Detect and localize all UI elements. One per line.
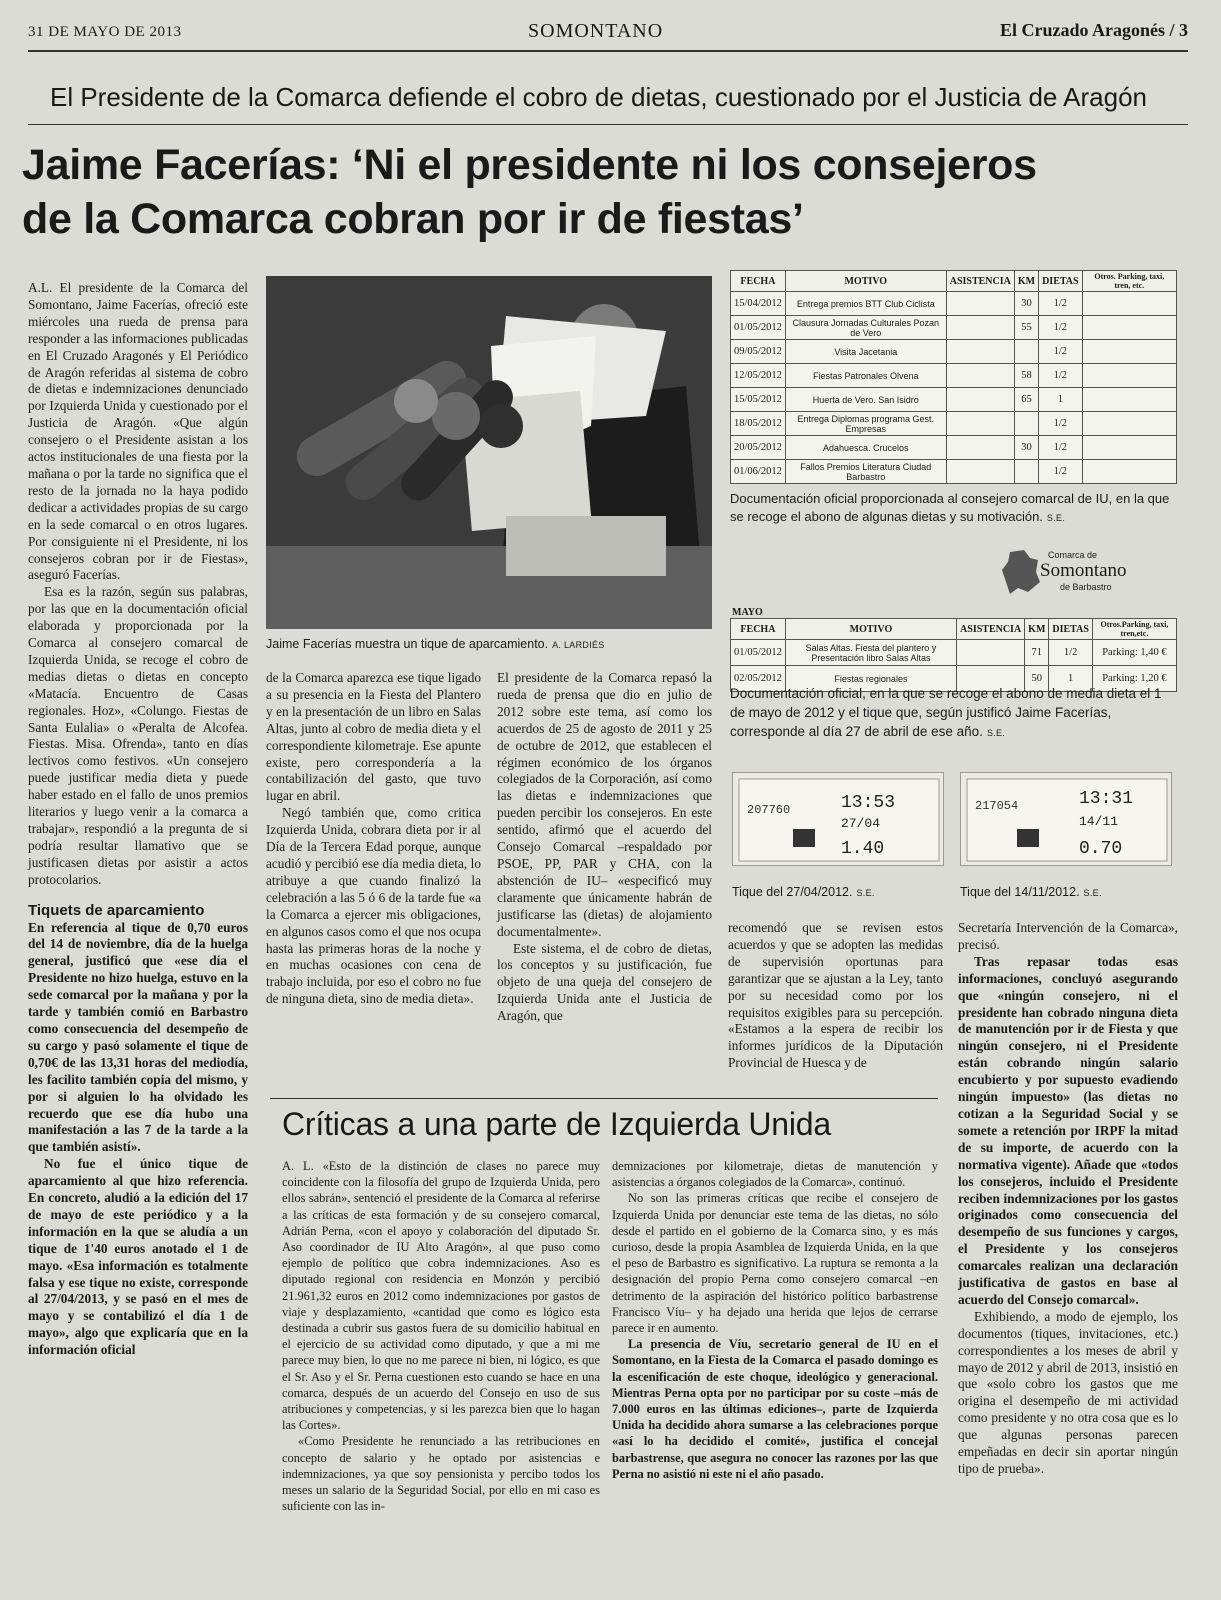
table-cell: Clausura Jornadas Culturales Pozan de Vero xyxy=(785,316,946,340)
ticket2-credit: S.E. xyxy=(1083,888,1102,898)
table-row xyxy=(731,340,1177,364)
table1-header: FECHA xyxy=(731,271,786,292)
table-cell: 15/04/2012 xyxy=(731,292,786,316)
header-rule xyxy=(28,50,1188,52)
table-cell: 01/06/2012 xyxy=(731,460,786,484)
col2-paragraph: Negó también que, como critica Izquierda Unida, cobrara dieta por ir al Día de la Tercera Edad porque, aunque acudió y percibió ese día media dieta, lo atribuye a que cuando finalizó la celebración a las 5 ó 6 de la tarde fue «a la Comarca a ejercer mis obligaciones, en algunos casos como el que nos ocupa hasta las primeras horas de la noche y en muchas ocasiones con cena de trabajo incluida, por eso el cobro no fue de ninguna dieta, sino de media dieta». xyxy=(266,805,481,1007)
table-cell: 1/2 xyxy=(1039,364,1083,388)
subhead-criticas: Críticas a una parte de Izquierda Unida xyxy=(282,1106,831,1142)
table-cell: 30 xyxy=(1014,436,1038,460)
table-cell: 01/05/2012 xyxy=(731,640,786,666)
table-cell: 1 xyxy=(1049,666,1093,692)
col1-paragraph: En referencia al tique de 0,70 euros del 14 de noviembre, día de la huelga general, justificó que «ese día el Presidente no hizo huelga, estuvo en la sede comarcal por la mañana y por la tarde y también comió en Barbastro como consecuencia del desempeño de su cargo y pasó solamente el tique de 0,70€ de las 13,31 horas del mediodía, les facilito también copia del mismo, y por si alguien lo ha olvidado les recuerdo que ese día hubo una manifestación a las 7 de la tarde a la que también asistí». xyxy=(28,919,248,1155)
table-cell: 20/05/2012 xyxy=(731,436,786,460)
table-cell: 30 xyxy=(1014,292,1038,316)
table-cell xyxy=(946,412,1014,436)
table1-caption-block xyxy=(730,490,1177,527)
table-cell: Entrega Diplomas programa Gest. Empresas xyxy=(785,412,946,436)
article-column-1 xyxy=(28,280,248,1359)
table-row xyxy=(731,412,1177,436)
table1-header: MOTIVO xyxy=(785,271,946,292)
table2-header: Otros.Parking, taxi, tren,etc. xyxy=(1092,619,1176,640)
table-cell: 1/2 xyxy=(1039,340,1083,364)
photo-caption-block xyxy=(266,636,712,654)
table-cell: 1 xyxy=(1039,388,1083,412)
table1-header: KM xyxy=(1014,271,1038,292)
crit-col1-paragraph: «Como Presidente he renunciado a las retribuciones en concepto de salario y he optado por asistencias e indemnizaciones, ya que soy pensionista y percibo todos los meses un salario de la Seguridad Social, por ello en mi caso es suficiente con las in- xyxy=(282,1434,600,1514)
table-cell: 71 xyxy=(1025,640,1049,666)
parking-ticket-2 xyxy=(960,772,1172,866)
table-cell: Adahuesca. Crucelos xyxy=(785,436,946,460)
table2-month: MAYO xyxy=(732,607,763,618)
table-cell: 15/05/2012 xyxy=(731,388,786,412)
table2-caption-block xyxy=(730,684,1177,743)
press-conference-photo xyxy=(266,276,712,629)
table-cell: 65 xyxy=(1014,388,1038,412)
table-cell: Parking: 1,20 € xyxy=(1092,666,1176,692)
col3-paragraph: Este sistema, el de cobro de dietas, los conceptos y su justificación, fue objeto de una queja del consejero de Izquierda Unida ante el Justicia de Aragón, que xyxy=(497,940,712,1024)
table-cell: 12/05/2012 xyxy=(731,364,786,388)
parking-ticket-1 xyxy=(732,772,944,866)
table2-caption: Documentación oficial, en la que se recoge el abono de media dieta el 1 de mayo de 2012 y el tique que, según justificó Jaime Facerías, corresponde al día 27 de abril de ese año. xyxy=(730,686,1162,739)
table1-caption: Documentación oficial proporcionada al consejero comarcal de IU, en la que se recoge el abono de algunas dietas y su motivación. xyxy=(730,491,1170,524)
expenses-table-2 xyxy=(730,618,1177,692)
col1-paragraph: A.L. El presidente de la Comarca del Somontano, Jaime Facerías, ofreció este miércoles una rueda de prensa para responder a las informaciones publicadas en El Cruzado Aragonés y El Periódico de Aragón referidas al sistema de cobro de dietas e indemnizaciones denunciado por Izquierda Unida y cuestionado por el Justicia de Aragón. «Que algún consejero o el Presidente asistan a los actos institucionales de una fiesta por la mañana o por la tarde no significa que el resto de la jornada no la haya podido dedicar a actividades propias de su cargo en la sede comarcal o en otros lugares. Por consiguiente ni el Presidente, ni los consejeros cobran por ir de Fiestas», aseguró Facerías. xyxy=(28,280,248,583)
ticket2-illustration xyxy=(961,773,1173,867)
col1-paragraph: No fue el único tique de aparcamiento al que hizo referencia. En concreto, aludió a la edición del 17 de mayo de este periódico y a la información en la que se aludía a un tique de 1'40 euros anotado el 1 de mayo. «Esa información es totalmente falsa y ese tique no existe, corresponde al 27/04/2013, y se pasó en el mes de mayo y se contabilizó el día 1 de mayo», algo que explicaría que en la información oficial xyxy=(28,1156,248,1358)
crit-col1-paragraph: A. L. «Esto de la distinción de clases no parece muy coincidente con la filosofía del grupo de Izquierda Unida, pero ellos sabrán», sentenció el presidente de la Comarca al referirse a las críticas de esta formación y de su consejero comarcal, Adrián Perna, «con el apoyo y colaboración del diputado Sr. Aso coordinador de IU Alto Aragón», al que puso como ejemplo de político que cobra indemnizaciones. Aso es diputado regional con residencia en Monzón y percibió 21.961,32 euros en 2012 como indemnizaciones por gastos de viaje y desplazamiento, «cantidad que como es lógico esta destinada a cubrir sus gastos fuera de su domicilio habitual en el ejercicio de su actividad como diputado, y que a mi me parece muy bien, lo que no me parece ni bien, ni lógico, es que el Sr. Aso y el Sr. Perna cuestionen esto cuando se hace en una comarca, después de un acuerdo del Consejo en uso de sus atribuciones y competencias, y si les parezca bien que lo hagan las Cortes». xyxy=(282,1159,600,1433)
col2-paragraph: de la Comarca aparezca ese tique ligado a su presencia en la Fiesta del Plantero y en la presentación de un libro en Salas Altas, junto al cobro de media dieta y el correspondiente kilometraje. Ese apunte existe, pero correspondería a la contabilización del gasto, que tuvo lugar en abril. xyxy=(266,670,481,804)
issue-date: 31 DE MAYO DE 2013 xyxy=(28,24,182,40)
table1-credit: S.E. xyxy=(1046,513,1066,523)
table-cell: 09/05/2012 xyxy=(731,340,786,364)
table-cell xyxy=(946,364,1014,388)
table1-header: Otros. Parking, taxi, tren, etc. xyxy=(1082,271,1176,292)
masthead xyxy=(28,18,1188,50)
ticket1-number: 207760 xyxy=(747,803,791,817)
table-cell xyxy=(1082,292,1176,316)
table-cell xyxy=(1014,412,1038,436)
photo-illustration xyxy=(266,276,712,629)
table2-header: DIETAS xyxy=(1049,619,1093,640)
ticket1-caption: Tique del 27/04/2012. xyxy=(732,885,853,899)
table-cell xyxy=(946,460,1014,484)
col5-paragraph: Tras repasar todas esas informaciones, concluyó asegurando que «ningún consejero, ni el presidente han cobrado ninguna dieta de manutención por ir de Fiesta y que ningún consejero, ni el Presidente están cobrando ningún salario encubierto y por supuesto evadiendo ningún impuesto» (las dietas no cotizan a la Seguridad Social y se somete a retención por IRPF la mitad de su importe, de acuerdo con la normativa vigente). Añade que «todos los consejeros, incluido el Presidente reciben indemnizaciones por los gastos originados como consecuencia del desempeño de sus funciones y cargos, el Presidente y los consejeros comarcales realizan una declaración justificativa de gastos en base al acuerdo del Consejo comarcal». xyxy=(958,953,1178,1307)
table-row xyxy=(731,388,1177,412)
secondary-column-2 xyxy=(612,1158,938,1482)
table-cell xyxy=(1014,340,1038,364)
table-cell: 1/2 xyxy=(1039,292,1083,316)
subhead2-rule xyxy=(270,1098,938,1099)
table-row xyxy=(731,436,1177,460)
table-cell: 1/2 xyxy=(1039,412,1083,436)
col3-paragraph: El presidente de la Comarca repasó la rueda de prensa que dio en julio de 2012 sobre este tema, así como los acuerdos de 25 de agosto de 2011 y 25 de octubre de 2012, que establecen el régimen económico de los órganos colegiados de la Corporación, así como las dietas e indemnizaciones que pueden percibir los consejeros. En este sentido, afirmó que el acuerdo del Consejo Comarcal –respaldado por PSOE, PP, PAR y CHA, con la abstención de IU– «especificó muy claramente que únicamente habrán de justificarse las (dietas) de alojamiento documentalmente». xyxy=(497,670,712,939)
table-cell: Salas Altas. Fiesta del plantero y Presentación libro Salas Altas xyxy=(785,640,956,666)
table2-header: ASISTENCIA xyxy=(957,619,1025,640)
table-cell: Visita Jacetania xyxy=(785,340,946,364)
headline-line-2: de la Comarca cobran por ir de fiestas’ xyxy=(22,195,804,243)
table-cell: 02/05/2012 xyxy=(731,666,786,692)
article-column-5 xyxy=(958,920,1178,1478)
table-cell: 1/2 xyxy=(1039,316,1083,340)
article-column-4 xyxy=(728,920,943,1072)
table-cell: 58 xyxy=(1014,364,1038,388)
logo-top: Comarca de xyxy=(1048,550,1098,560)
ticket1-caption-block xyxy=(732,884,944,902)
table-cell: 18/05/2012 xyxy=(731,412,786,436)
table-cell xyxy=(946,316,1014,340)
section-name: SOMONTANO xyxy=(528,20,664,42)
map-icon xyxy=(1000,548,1044,596)
table-cell: 1/2 xyxy=(1049,640,1093,666)
table-cell xyxy=(946,436,1014,460)
table-row xyxy=(731,460,1177,484)
expenses-document-2 xyxy=(730,607,1177,684)
table-cell: 1/2 xyxy=(1039,436,1083,460)
table-cell: Fallos Premios Literatura Ciudad Barbastro xyxy=(785,460,946,484)
kicker: El Presidente de la Comarca defiende el cobro de dietas, cuestionado por el Justicia de Aragón xyxy=(50,82,1148,112)
expenses-document-1 xyxy=(730,270,1177,484)
table2-header: MOTIVO xyxy=(785,619,956,640)
table-cell: 01/05/2012 xyxy=(731,316,786,340)
secondary-column-1 xyxy=(282,1158,600,1514)
photo-credit: A. LARDIÉS xyxy=(552,640,605,650)
ticket1-time: 13:53 xyxy=(841,793,896,813)
headline-line-1: Jaime Facerías: ‘Ni el presidente ni los consejeros xyxy=(22,141,1037,189)
logo-sub: de Barbastro xyxy=(1060,582,1112,592)
table-cell xyxy=(946,388,1014,412)
article-column-3 xyxy=(497,670,712,1025)
ticket2-date: 14/11 xyxy=(1079,814,1119,829)
table-row xyxy=(731,640,1177,666)
photo-caption: Jaime Facerías muestra un tique de aparcamiento. xyxy=(266,637,549,651)
comarca-logo xyxy=(1000,548,1170,598)
crit-col2-paragraph: demnizaciones por kilometraje, dietas de manutención y asistencias a órganos colegiados de la Comarca», continuó. xyxy=(612,1159,938,1190)
ticket2-caption: Tique del 14/11/2012. xyxy=(960,885,1080,899)
table-cell xyxy=(1082,340,1176,364)
subhead-tiquets: Tiquets de aparcamiento xyxy=(28,901,205,919)
ticket1-date: 27/04 xyxy=(841,816,881,831)
headline xyxy=(22,138,1202,246)
table-cell: Entrega premios BTT Club Ciclista xyxy=(785,292,946,316)
table-cell xyxy=(957,640,1025,666)
table2-credit: S.E. xyxy=(986,728,1006,738)
col1-paragraph: Esa es la razón, según sus palabras, por las que en la documentación oficial elaborada y proporcionada por la Comarca al consejero comarcal de Izquierda Unida, se recoge el cobro de medias dietas o dietas en concepto «Matacía. Encuentro de Casas regionales. Hoz», «Colungo. Fiestas de Santa Eulalia» o «Peralta de Alcofea. Fiestas. Misa. Ofrenda», tanto en días lectivos como festivos. «Un consejero puede justificar media dieta y puede haber estado en el fallo de unos premios literarios y luego venir a la comarca a trabajar», respondió a la pregunta de si podría resultar llamativo que se justificasen dietas por asistir a actos protocolarios. xyxy=(28,584,248,887)
table1-header: DIETAS xyxy=(1039,271,1083,292)
table-cell: Huerta de Vero. San Isidro xyxy=(785,388,946,412)
ticket1-amount: 1.40 xyxy=(841,839,885,859)
ticket2-amount: 0.70 xyxy=(1079,839,1123,859)
table-cell: 1/2 xyxy=(1039,460,1083,484)
table-cell xyxy=(1082,436,1176,460)
table-cell xyxy=(1082,388,1176,412)
ticket1-illustration xyxy=(733,773,945,867)
table-cell: 55 xyxy=(1014,316,1038,340)
table-cell xyxy=(1014,460,1038,484)
article-column-2 xyxy=(266,670,481,1008)
table-cell xyxy=(1082,460,1176,484)
table-row xyxy=(731,292,1177,316)
table-cell xyxy=(1082,412,1176,436)
table2-header: KM xyxy=(1025,619,1049,640)
table-cell: 50 xyxy=(1025,666,1049,692)
table-row xyxy=(731,364,1177,388)
table-cell xyxy=(1082,364,1176,388)
ticket2-time: 13:31 xyxy=(1079,789,1134,809)
table1-header: ASISTENCIA xyxy=(946,271,1014,292)
kicker-rule xyxy=(28,124,1188,125)
table-cell xyxy=(946,340,1014,364)
table-cell: Fiestas regionales xyxy=(785,666,956,692)
table2-header: FECHA xyxy=(731,619,786,640)
col5-paragraph: Secretaría Intervención de la Comarca», precisó. xyxy=(958,920,1178,952)
ticket1-credit: S.E. xyxy=(856,888,875,898)
table1-body xyxy=(731,292,1177,484)
table-cell xyxy=(1082,316,1176,340)
crit-col2-paragraph: No son las primeras críticas que recibe el consejero de Izquierda Unida por denunciar este tema de las dietas, no sólo desde el partido en el gobierno de la Comarca sino, y es más curioso, desde la propia Asamblea de Izquierda Unida, en la que el peso de Barbastro es significativo. La ruptura se remonta a la designación del propio Perna como consejero comarcal –en detrimento de la aspiración del histórico político barbastrense Francisco Víu– y ha dejado una herida que lejos de cerrarse parece ir en aumento. xyxy=(612,1191,938,1336)
ticket2-caption-block xyxy=(960,884,1172,902)
table-row xyxy=(731,316,1177,340)
col5-paragraph: Exhibiendo, a modo de ejemplo, los documentos (tiques, invitaciones, etc.) correspondientes a los meses de abril y mayo de 2012 y abril de 2013, insistió en que «solo cobro los gastos que me origina el desempeño de mi actividad como presidente y no otra cosa que es lo que algunas personas parecen empeñadas en decir sin aportar ningún tipo de prueba». xyxy=(958,1308,1178,1476)
table-cell xyxy=(946,292,1014,316)
paper-name: El Cruzado Aragonés / 3 xyxy=(999,20,1188,40)
ticket2-number: 217054 xyxy=(975,799,1019,813)
expenses-table-1 xyxy=(730,270,1177,484)
table-cell: Parking: 1,40 € xyxy=(1092,640,1176,666)
logo-name: Somontano xyxy=(1040,560,1127,581)
col4-paragraph: recomendó que se revisen estos acuerdos y que se adopten las medidas de supervisión oportunas para garantizar que se ajustan a la Ley, tanto por su necesidad como por los requisitos exigibles para su percepción. «Estamos a la espera de recibir los informes jurídicos de la Diputación Provincial de Huesca y de xyxy=(728,920,943,1071)
table-cell: Fiestas Patronales Olvena xyxy=(785,364,946,388)
crit-col2-paragraph: La presencia de Víu, secretario general de IU en el Somontano, en la Fiesta de la Comarca el pasado domingo es la escenificación de este choque, ideológico y generacional. Mientras Perna opta por no participar por su coste –más de 7.000 euros en las últimas ediciones–, parte de Izquierda Unida ha decidido ahora sumarse a las celebraciones porque «así lo ha decidido el comité», justifica el concejal barbastrense, que asegura no conocer las razones por las que Perna no asistió ni este ni el año pasado. xyxy=(612,1337,938,1481)
